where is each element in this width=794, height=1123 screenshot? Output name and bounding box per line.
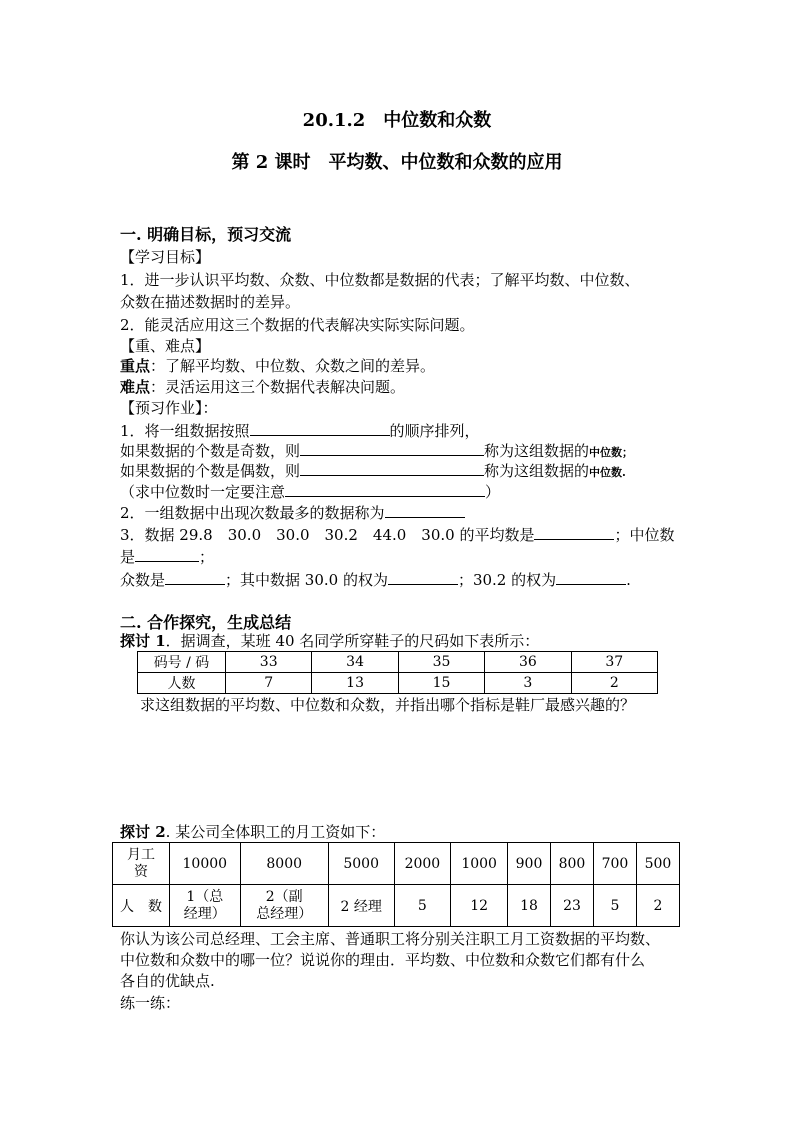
- q3-text-c: 是: [120, 548, 136, 566]
- q3-line: [120, 524, 675, 545]
- table-cell: [240, 885, 328, 927]
- difficulty-line: [120, 377, 405, 397]
- table-cell: 1000: [451, 843, 508, 885]
- table-cell: 7: [226, 673, 312, 694]
- q3-text-d: ；: [199, 548, 215, 566]
- cell-line: 经理）: [183, 905, 226, 922]
- q1-odd-term: 中位数；: [589, 446, 634, 459]
- salary-table: [112, 842, 680, 927]
- q3-text-h: .: [626, 571, 631, 589]
- salary-header-cell: [113, 843, 170, 885]
- table-cell: 13: [312, 673, 398, 694]
- q1-note-text-b: ）: [485, 483, 501, 501]
- q3-mean-blank[interactable]: [534, 524, 614, 540]
- salary-header-line2: 资: [134, 863, 148, 880]
- task2-question-line2: 中位数和众数中的哪一位？说说你的理由．平均数、中位数和众数它们都有什么: [120, 951, 646, 969]
- q1-even-blank[interactable]: [300, 460, 484, 476]
- table-cell: 2000: [394, 843, 451, 885]
- page-title: 20.1.2 中位数和众数: [302, 110, 492, 131]
- table-cell: 10000: [170, 843, 241, 885]
- q2-line: [120, 502, 465, 523]
- goal1-line: 1．进一步认识平均数、众数、中位数都是数据的代表；了解平均数、中位数、: [120, 271, 640, 289]
- q3-text-f: ；其中数据 30.0 的权为: [225, 571, 388, 589]
- keypoints-label: 【重、难点】: [120, 337, 211, 355]
- q1-text-a: 1．将一组数据按照: [120, 422, 250, 440]
- task1-text: ．据调查，某班 40 名同学所穿鞋子的尺码如下表所示：: [165, 632, 540, 650]
- table-cell: 8000: [240, 843, 328, 885]
- page-subtitle: 第 2 课时 平均数、中位数和众数的应用: [231, 152, 563, 173]
- table-cell: 18: [508, 885, 551, 927]
- q3-text-e: 众数是: [120, 571, 166, 589]
- table-cell: 5000: [328, 843, 394, 885]
- difficulty-text: ：灵活运用这三个数据代表解决问题。: [150, 378, 406, 396]
- table-cell: 33: [226, 652, 312, 673]
- q3-mode-blank[interactable]: [165, 569, 225, 585]
- q1-even-term: 中位数.: [589, 466, 626, 479]
- q1-even-text-a: 如果数据的个数是偶数，则: [120, 462, 301, 480]
- table-cell: 3: [485, 673, 571, 694]
- practice-label: 练一练：: [120, 994, 181, 1012]
- table-row: [138, 652, 658, 673]
- q2-text: 2．一组数据中出现次数最多的数据称为: [120, 504, 385, 522]
- table-cell: 码号 / 码: [138, 652, 226, 673]
- salary-header-line1: 月工: [127, 846, 155, 863]
- table-cell: 23: [551, 885, 594, 927]
- task1-question: 求这组数据的平均数、中位数和众数，并指出哪个指标是鞋厂最感兴趣的？: [140, 696, 636, 714]
- task2-question-line3: 各自的优缺点.: [120, 972, 215, 990]
- table-row: [113, 843, 680, 885]
- key-text: ：了解平均数、中位数、众数之间的差异。: [150, 357, 436, 375]
- cell-line: 1（总: [186, 888, 224, 905]
- q3-text-g: ；30.2 的权为: [457, 571, 557, 589]
- goal1-continuation: 众数在描述数据时的差异。: [120, 293, 301, 311]
- q3-text-a: 3．数据 29.8 30.0 30.0 30.2 44.0 30.0 的平均数是: [120, 526, 535, 544]
- q1-odd-text-b: 称为这组数据的: [484, 442, 590, 460]
- q2-blank[interactable]: [385, 502, 465, 518]
- table-cell: 12: [451, 885, 508, 927]
- table-cell: 5: [394, 885, 451, 927]
- shoe-size-table: [137, 651, 658, 694]
- table-cell: 2: [636, 885, 679, 927]
- table-cell: 34: [312, 652, 398, 673]
- q3-weight2-blank[interactable]: [556, 569, 626, 585]
- table-cell: [170, 885, 241, 927]
- q1-odd-blank[interactable]: [300, 440, 484, 456]
- q1-text-b: 的顺序排列，: [389, 422, 480, 440]
- q1-blank[interactable]: [250, 420, 390, 436]
- q3-median-line: [120, 546, 214, 567]
- q1-note-line: [120, 481, 500, 502]
- cell-line: 2（副: [265, 888, 303, 905]
- task2-line: [120, 822, 385, 842]
- task1-line: [120, 631, 539, 651]
- task2-text: . 某公司全体职工的月工资如下：: [165, 823, 386, 841]
- table-row: [113, 885, 680, 927]
- cell-line: 总经理）: [256, 905, 313, 922]
- q1-note-text-a: （求中位数时一定要注意: [120, 483, 286, 501]
- section1-heading: 一. 明确目标，预习交流: [120, 225, 292, 244]
- table-cell: 人 数: [113, 885, 170, 927]
- q3-weight1-blank[interactable]: [388, 569, 458, 585]
- preview-label: 【预习作业】：: [120, 399, 218, 417]
- q3-text-b: ；中位数: [614, 526, 675, 544]
- table-cell: 人数: [138, 673, 226, 694]
- table-cell: 700: [593, 843, 636, 885]
- q3-median-blank[interactable]: [135, 546, 199, 562]
- q3-mode-line: [120, 569, 631, 590]
- q1-odd-text-a: 如果数据的个数是奇数，则: [120, 442, 301, 460]
- table-cell: 800: [551, 843, 594, 885]
- table-cell: 2 经理: [328, 885, 394, 927]
- task2-label: 探讨 2: [120, 823, 166, 841]
- table-row: [138, 673, 658, 694]
- table-cell: 36: [485, 652, 571, 673]
- q1-line: [120, 420, 480, 441]
- key-point-line: [120, 356, 435, 376]
- table-cell: 2: [571, 673, 657, 694]
- q1-even-text-b: 称为这组数据的: [484, 462, 590, 480]
- table-cell: 900: [508, 843, 551, 885]
- key-label: 重点: [120, 357, 151, 375]
- task2-question-line1: 你认为该公司总经理、工会主席、普通职工将分别关注职工月工资数据的平均数、: [120, 930, 661, 948]
- table-cell: 15: [398, 673, 484, 694]
- section2-heading: 二. 合作探究，生成总结: [120, 613, 292, 632]
- difficulty-label: 难点: [120, 378, 151, 396]
- table-cell: 37: [571, 652, 657, 673]
- q1-note-blank[interactable]: [285, 481, 485, 497]
- goals-label: 【学习目标】: [120, 248, 211, 266]
- table-cell: 35: [398, 652, 484, 673]
- table-cell: 500: [636, 843, 679, 885]
- goal2-line: 2．能灵活应用这三个数据的代表解决实际实际问题。: [120, 316, 475, 334]
- table-cell: 5: [593, 885, 636, 927]
- q1-even-line: [120, 460, 626, 483]
- task1-label: 探讨 1: [120, 632, 166, 650]
